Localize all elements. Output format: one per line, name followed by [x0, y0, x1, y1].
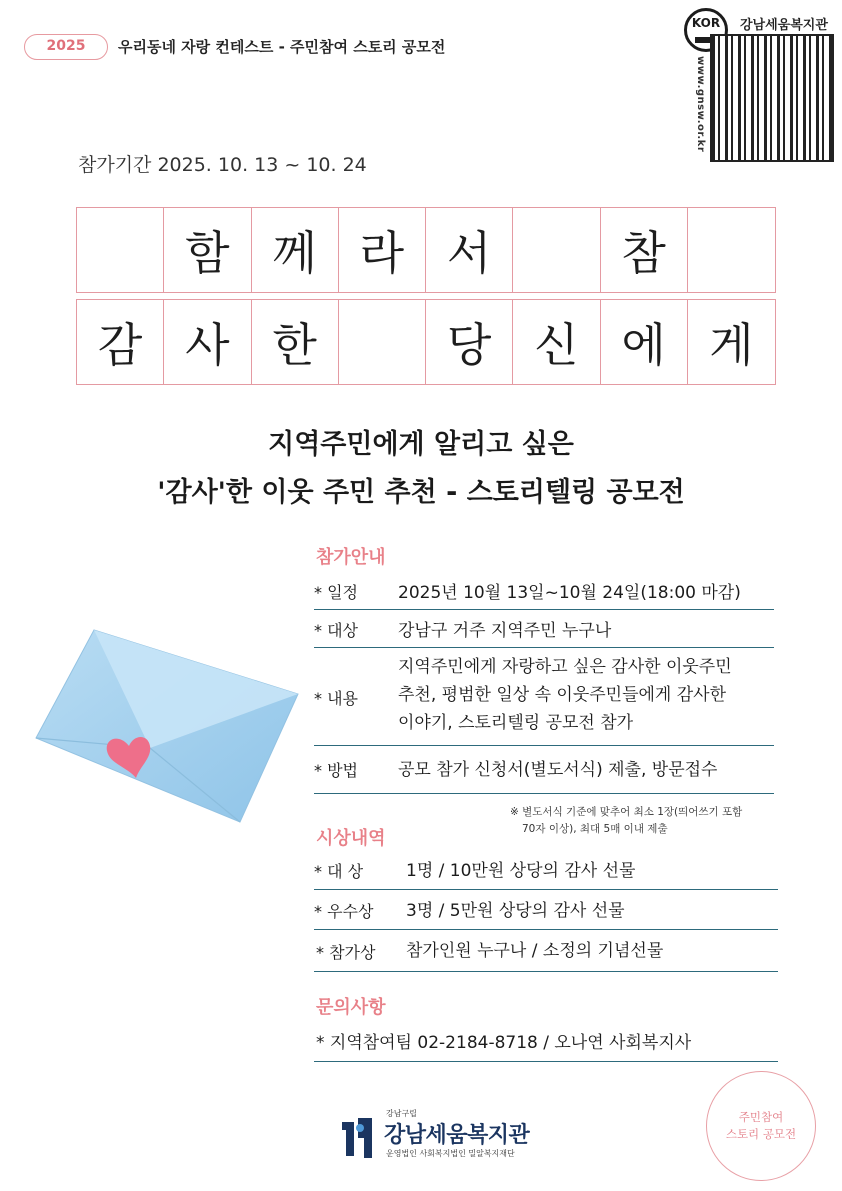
submission-note [510, 804, 790, 838]
section-heading-participation: 참가안내 [316, 547, 386, 568]
grid-cell: 게 [709, 318, 754, 372]
grid-cell: 참 [601, 208, 688, 292]
grid-cell: 사 [164, 300, 251, 384]
logo-sub-text: 운영법인 사회복지법인 밀알복지재단 [386, 1149, 515, 1158]
year-badge: 2025 [24, 34, 108, 60]
award-value: 1명 / 10만원 상당의 감사 선물 [406, 861, 636, 881]
info-value: 공모 참가 신청서(별도서식) 제출, 방문접수 [398, 760, 718, 780]
org-url: www.gnsw.or.kr [695, 56, 706, 153]
grid-cell: 신 [513, 300, 600, 384]
info-label: * 내용 [314, 689, 358, 708]
grid-cell [688, 208, 775, 292]
logo-name: 강남세움복지관 [384, 1123, 530, 1148]
grid-cell [339, 300, 426, 384]
note-line: 70자 이상), 최대 5매 이내 제출 [522, 823, 668, 835]
info-value: 지역주민에게 자랑하고 싶은 감사한 이웃주민 [398, 657, 732, 677]
event-stamp [706, 1071, 816, 1181]
info-label: * 대상 [314, 621, 358, 640]
award-label: * 대 상 [314, 862, 364, 881]
note-line: ※ 별도서식 기준에 맞추어 최소 1장(띄어쓰기 포함 [510, 806, 743, 818]
info-label: * 일정 [314, 583, 358, 602]
grid-cell: 라 [339, 208, 426, 292]
info-value: 추천, 평범한 일상 속 이웃주민들에게 감사한 [398, 685, 727, 705]
award-row-participation [314, 930, 778, 972]
award-row-excellence [314, 890, 778, 930]
grid-cell: 에 [601, 300, 688, 384]
grid-cell: 당 [426, 300, 513, 384]
info-row-method [314, 746, 774, 794]
info-row-schedule [314, 574, 774, 610]
main-title-line-1: 지역주민에게 알리고 싶은 [268, 429, 574, 460]
section-heading-awards: 시상내역 [316, 828, 386, 849]
logo-small-text: 강남구립 [386, 1109, 417, 1118]
grid-cell: 서 [426, 208, 513, 292]
envelope-heart-icon [32, 626, 300, 826]
grid-cell [77, 208, 164, 292]
grid-cell: 한 [252, 300, 339, 384]
grid-cell [513, 208, 600, 292]
grid-cell: 께 [252, 208, 339, 292]
award-label: * 참가상 [316, 943, 376, 962]
inquiry-row [314, 1022, 778, 1062]
inquiry-value: * 지역참여팀 02-2184-8718 / 오나연 사회복지사 [316, 1033, 692, 1053]
main-title-line-2: '감사'한 이웃 주민 추천 - 스토리텔링 공모전 [157, 477, 685, 508]
org-logo-icon [338, 1116, 376, 1160]
info-row-content [314, 648, 774, 746]
footer-logo [338, 1108, 548, 1164]
kor-badge-label: KOR [691, 16, 721, 30]
info-value: 이야기, 스토리텔링 공모전 참가 [398, 713, 634, 733]
header-title: 우리동네 자랑 컨테스트 - 주민참여 스토리 공모전 [118, 38, 446, 56]
award-value: 3명 / 5만원 상당의 감사 선물 [406, 901, 625, 921]
qr-code-icon[interactable] [710, 34, 834, 162]
award-row-grand [314, 850, 778, 890]
stamp-line: 주민참여 [738, 1110, 784, 1124]
grid-cell: 감 [77, 300, 164, 384]
section-heading-inquiry: 문의사항 [316, 997, 386, 1018]
info-value: 강남구 거주 지역주민 누구나 [398, 621, 612, 641]
award-label: * 우수상 [314, 902, 374, 921]
info-value: 2025년 10월 13일~10월 24일(18:00 마감) [398, 583, 741, 603]
award-value: 참가인원 누구나 / 소정의 기념선물 [406, 941, 664, 961]
manuscript-grid-row-1 [76, 207, 776, 293]
manuscript-grid-row-2 [76, 299, 776, 385]
stamp-line: 스토리 공모전 [725, 1127, 797, 1141]
org-qr-block [684, 8, 834, 164]
info-row-target [314, 610, 774, 648]
participation-period: 참가기간 2025. 10. 13 ~ 10. 24 [78, 154, 367, 176]
info-label: * 방법 [314, 761, 358, 780]
grid-cell: 함 [164, 208, 251, 292]
org-name-top: 강남세움복지관 [740, 18, 828, 33]
